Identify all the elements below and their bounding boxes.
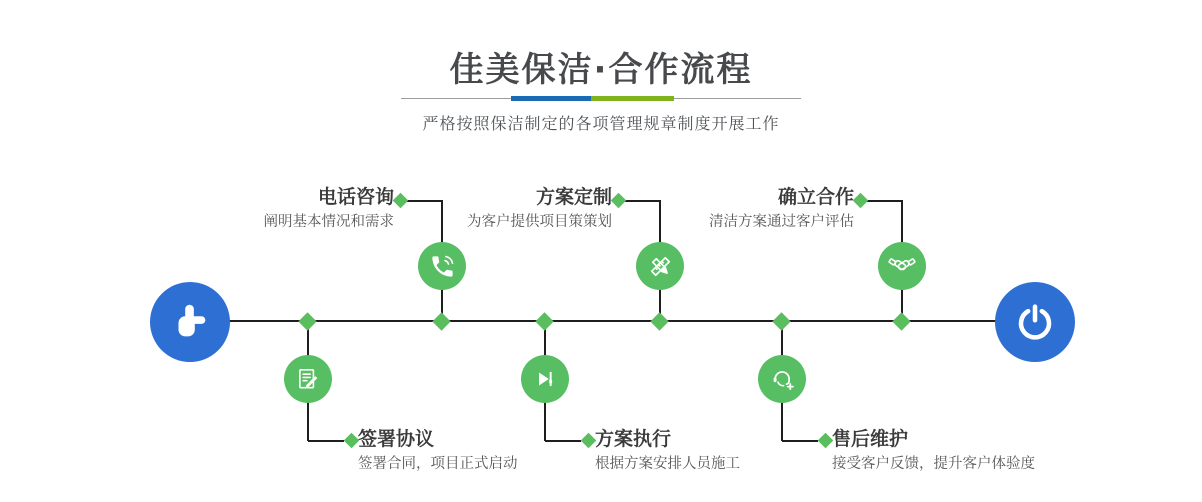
headset-plus-icon <box>769 366 796 393</box>
timeline-node-diamond <box>892 312 910 330</box>
step-title: 签署协议 <box>358 428 435 450</box>
step-plan-design <box>467 186 612 232</box>
step-sign-agreement <box>358 428 518 474</box>
timeline-node-diamond <box>650 312 668 330</box>
step-title: 方案执行 <box>595 428 672 450</box>
connector-hline <box>782 440 818 442</box>
divider-green-segment <box>591 96 674 101</box>
phone-icon <box>429 253 456 280</box>
step-desc: 为客户提供项目策策划 <box>467 213 612 230</box>
step-confirm-cooperation <box>709 186 854 232</box>
hand-pointer-icon <box>167 299 213 345</box>
contract-sign-icon <box>295 366 321 392</box>
step-desc: 接受客户反馈，提升客户体验度 <box>832 455 1035 472</box>
timeline-node-diamond <box>432 312 450 330</box>
label-diamond <box>344 433 360 449</box>
label-diamond <box>581 433 597 449</box>
connector-hline <box>308 440 344 442</box>
pencil-ruler-icon <box>647 253 674 280</box>
plan-execute-circle <box>521 355 569 403</box>
step-phone-consult <box>264 186 395 232</box>
connector-hline <box>403 200 442 202</box>
step-title: 确立合作 <box>777 186 854 208</box>
title-divider <box>401 96 801 101</box>
step-desc: 签署合同，项目正式启动 <box>358 455 518 472</box>
start-endpoint-circle <box>150 282 230 362</box>
connector-hline <box>545 440 581 442</box>
page-title: 佳美保洁·合作流程 <box>449 50 753 90</box>
step-title: 电话咨询 <box>317 186 394 208</box>
step-plan-execute <box>595 428 740 474</box>
play-execute-icon <box>532 366 558 392</box>
handshake-icon <box>888 252 916 280</box>
step-desc: 阐明基本情况和需求 <box>263 213 394 230</box>
label-diamond <box>393 193 409 209</box>
step-after-sales <box>832 428 1035 474</box>
label-diamond <box>611 193 627 209</box>
step-title: 方案定制 <box>535 186 612 208</box>
label-diamond <box>853 193 869 209</box>
page-subtitle: 严格按照保洁制定的各项管理规章制度开展工作 <box>422 114 780 133</box>
timeline-node-diamond <box>298 312 316 330</box>
end-endpoint-circle <box>995 282 1075 362</box>
step-desc: 清洁方案通过客户评估 <box>709 213 854 230</box>
label-diamond <box>818 433 834 449</box>
power-icon <box>1014 301 1056 343</box>
phone-consult-circle <box>418 242 466 290</box>
divider-blue-segment <box>511 96 591 101</box>
step-desc: 根据方案安排人员施工 <box>595 455 740 472</box>
plan-design-circle <box>636 242 684 290</box>
after-sales-circle <box>758 355 806 403</box>
step-title: 售后维护 <box>832 428 909 450</box>
confirm-cooperation-circle <box>878 242 926 290</box>
timeline-node-diamond <box>772 312 790 330</box>
connector-hline <box>621 200 660 202</box>
sign-agreement-circle <box>284 355 332 403</box>
connector-hline <box>863 200 902 202</box>
timeline-node-diamond <box>535 312 553 330</box>
